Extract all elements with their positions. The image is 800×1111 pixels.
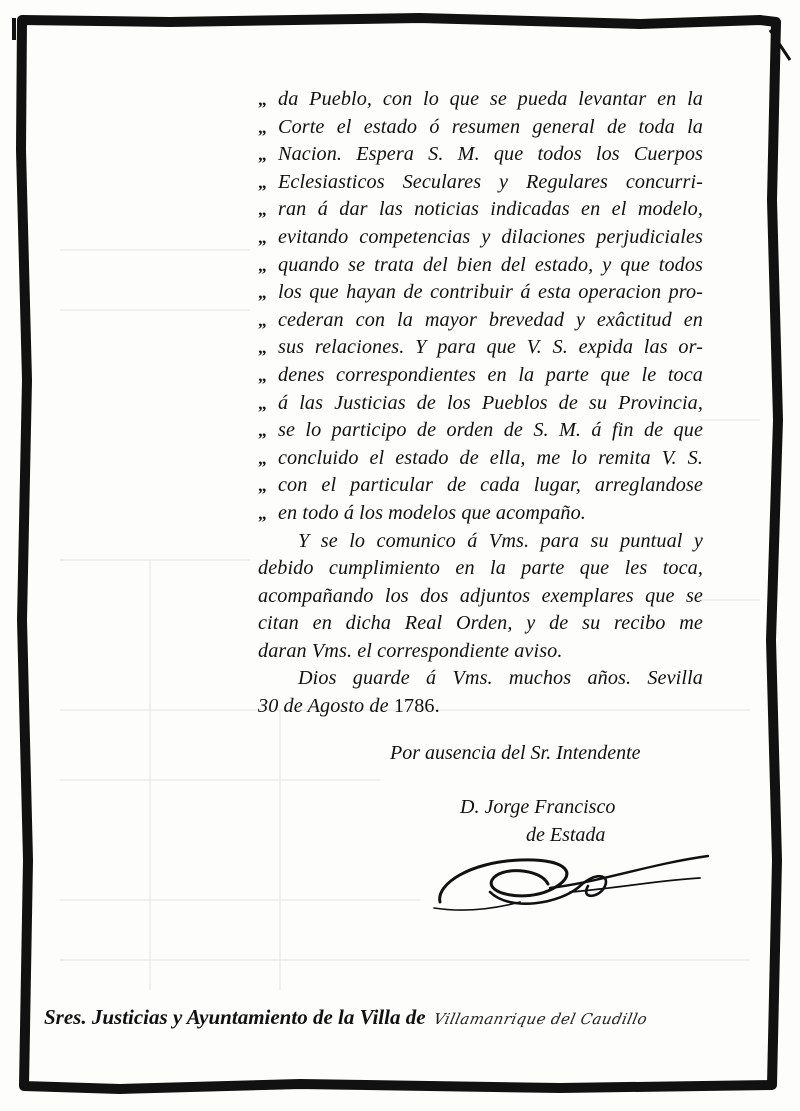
communication-paragraph bbox=[258, 528, 703, 666]
quote-mark: „ bbox=[258, 255, 267, 275]
quote-mark: „ bbox=[258, 172, 267, 192]
body-line: „ concluido el estado de ella, me lo remita V. S. bbox=[258, 445, 703, 473]
body-line: „ cederan con la mayor brevedad y exâctitud en bbox=[258, 307, 703, 335]
quote-mark: „ bbox=[258, 476, 267, 496]
body-line: „ sus relaciones. Y para que V. S. expida las or- bbox=[258, 334, 703, 362]
letter-body bbox=[258, 86, 703, 721]
closing-paragraph bbox=[258, 665, 703, 720]
quote-mark: „ bbox=[258, 200, 267, 220]
quote-mark: „ bbox=[258, 227, 267, 247]
signer-surname: de Estada bbox=[526, 824, 606, 846]
quote-mark: „ bbox=[258, 338, 267, 358]
quote-mark: „ bbox=[258, 283, 267, 303]
quote-mark: „ bbox=[258, 145, 267, 165]
closing-line: Dios guarde á Vms. muchos años. Sevilla bbox=[298, 667, 703, 690]
body-line: „ en todo á los modelos que acompaño. bbox=[258, 500, 703, 528]
body-line: „ denes correspondientes en la parte que le toca bbox=[258, 362, 703, 390]
date-text: 30 de Agosto de bbox=[258, 695, 389, 718]
quote-mark: „ bbox=[258, 117, 267, 137]
body-line: „ se lo participo de orden de S. M. á fin de que bbox=[258, 417, 703, 445]
signer-name: D. Jorge Francisco bbox=[460, 796, 616, 818]
quote-mark: „ bbox=[258, 448, 267, 468]
body-line: debido cumplimiento en la parte que les toca, bbox=[258, 557, 703, 580]
body-line: Y se lo comunico á Vms. para su puntual y bbox=[298, 529, 703, 552]
body-line: „ Eclesiasticos Seculares y Regulares concurri- bbox=[258, 169, 703, 197]
quote-mark: „ bbox=[258, 365, 267, 385]
quote-mark: „ bbox=[258, 503, 267, 523]
body-line: „ evitando competencias y dilaciones perjudiciales bbox=[258, 224, 703, 252]
signature-rubric bbox=[430, 832, 720, 918]
body-line: acompañando los dos adjuntos exemplares que se bbox=[258, 584, 703, 607]
quote-mark: „ bbox=[258, 90, 267, 109]
handwritten-place-name: Villamanrique del Caudillo bbox=[431, 1010, 649, 1028]
quoted-order-paragraph bbox=[258, 86, 703, 528]
body-line: „ Nacion. Espera S. M. que todos los Cuerpos bbox=[258, 141, 703, 169]
year-text: 1786. bbox=[393, 695, 440, 718]
date-line bbox=[258, 693, 703, 721]
body-line: „ quando se trata del bien del estado, y que todos bbox=[258, 252, 703, 280]
quote-mark: „ bbox=[258, 393, 267, 413]
signature-title: Por ausencia del Sr. Intendente bbox=[390, 742, 641, 764]
body-line: „ los que hayan de contribuir á esta operacion pro- bbox=[258, 279, 703, 307]
quote-mark: „ bbox=[258, 310, 267, 330]
body-line: „ Corte el estado ó resumen general de toda la bbox=[258, 114, 703, 142]
body-line: „ da Pueblo, con lo que se pueda levantar en la bbox=[258, 86, 703, 114]
address-line bbox=[44, 1005, 647, 1030]
body-line: „ á las Justicias de los Pueblos de su Provincia, bbox=[258, 390, 703, 418]
address-printed-text: Sres. Justicias y Ayuntamiento de la Villa de bbox=[44, 1005, 426, 1029]
quote-mark: „ bbox=[258, 421, 267, 441]
body-line: daran Vms. el correspondiente aviso. bbox=[258, 639, 563, 662]
body-line: „ ran á dar las noticias indicadas en el modelo, bbox=[258, 196, 703, 224]
body-line: citan en dicha Real Orden, y de su recibo me bbox=[258, 612, 703, 635]
body-line: „ con el particular de cada lugar, arreglandose bbox=[258, 472, 703, 500]
